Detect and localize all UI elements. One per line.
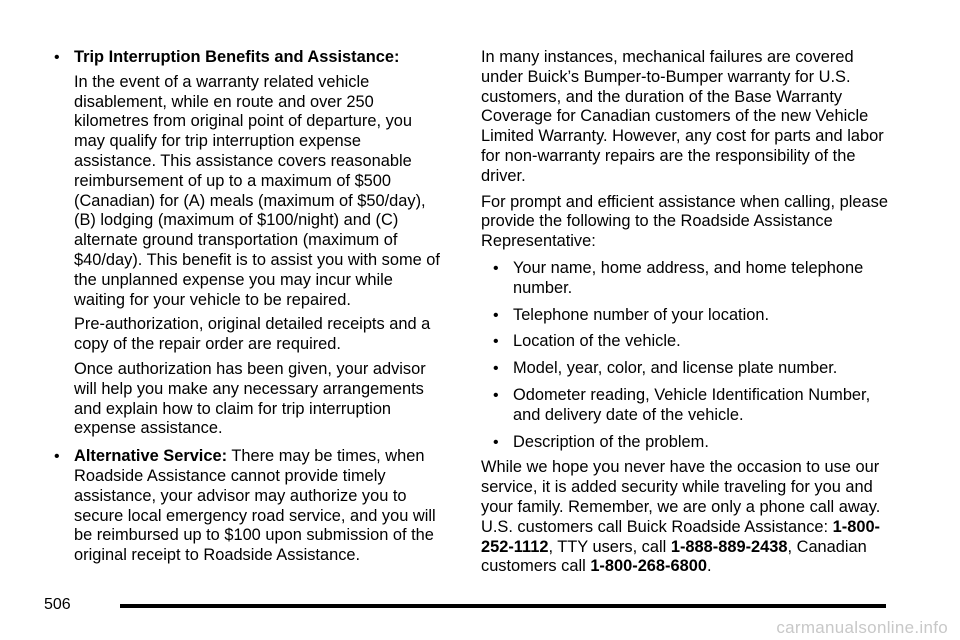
watermark: carmanualsonline.info [776,618,948,637]
bullet-icon: • [493,259,499,277]
prompt-assistance-paragraph: For prompt and efficient assistance when calling, please provide the following to the Roadside Assistance Representative: [481,192,888,251]
bullet-icon: • [54,448,60,466]
info-list-item: • Model, year, color, and license plate number. [493,359,838,378]
bullet-icon: • [493,433,499,451]
bullet-icon: • [54,49,60,66]
bullet-icon: • [493,333,499,351]
info-list-item: • Odometer reading, Vehicle Identification Number, and delivery date of the vehicle. [493,385,871,424]
footer-divider [120,604,886,608]
info-list-item: • Your name, home address, and home telephone number. [493,258,864,297]
alternative-service-paragraph [74,447,446,566]
info-list-item: • Telephone number of your location. [493,305,770,324]
info-list-item: • Location of the vehicle. [493,332,681,351]
authorization-text: Once authorization has been given, your advisor will help you make any necessary arrangements and explain how to claim for trip interruption expense assistance. [74,359,426,438]
alternative-service-text: There may be times, when Roadside Assistance cannot provide timely assistance, your advisor may authorize you to secure local emergency road service, and you will be reimbursed up to $100 upon submission of the original receipt to Roadside Assistance. [74,447,436,565]
canada-phone-number: 1-800-268-6800 [590,557,707,576]
trip-interruption-heading: Trip Interruption Benefits and Assistance: [74,48,400,66]
trip-interruption-text: In the event of a warranty related vehicle disablement, while en route and over 250 kilometres from original point of departure, you may qualify for trip interruption expense assistance. This assistance covers reasonable reimbursement of up to a maximum of $500 (Canadian) for (A) meals (maximum of $50/day), (B) lodging (maximum of $100/night) and (C) alternate ground transportation (maximum of $40/day). This benefit is to assist you with some of the unplanned expense you may incur while waiting for your vehicle to be repaired. [74,72,440,309]
pre-authorization-text: Pre-authorization, original detailed receipts and a copy of the repair order are required. [74,315,431,354]
page-number: 506 [44,596,71,613]
alternative-service-item [54,447,446,566]
bullet-icon: • [493,386,499,404]
mechanical-failures-paragraph: In many instances, mechanical failures are covered under Buick’s Bumper-to-Bumper warranty for U.S. customers, and the duration of the Base Warranty Coverage for Canadian customers of the new Vehicle Limited Warranty. However, any cost for parts and labor for non-warranty repairs are the responsibility of the driver. [481,48,884,185]
contact-paragraph: While we hope you never have the occasion to use our service, it is added security while traveling for you and your family. Remember, we are only a phone call away. U.S. customers call Buick Roadside Assistance: 1-800-252-1112, TTY users, call 1-888-889-2438, Canadian customers call 1-800-268-6800. [481,458,881,576]
tty-phone-number: 1-888-889-2438 [670,537,788,556]
us-phone-number: 1-800-252-1112 [481,517,881,556]
trip-interruption-item [54,48,446,439]
info-list-item: • Description of the problem. [493,432,709,451]
left-column [54,48,446,566]
right-column [481,48,891,577]
bullet-icon: • [493,306,499,324]
bullet-icon: • [493,360,499,378]
alternative-service-heading: Alternative Service: [74,447,228,466]
